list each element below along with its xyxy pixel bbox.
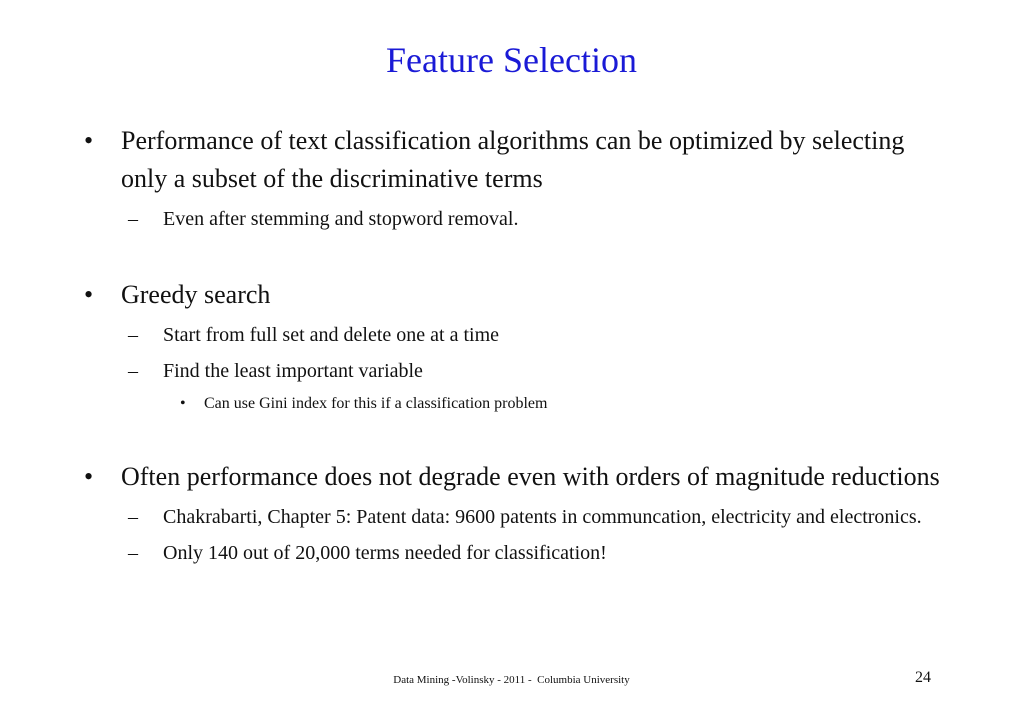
dash-icon: – [128, 324, 138, 346]
section-spacer [84, 234, 954, 276]
section-spacer [84, 416, 954, 458]
bullet-icon: • [84, 462, 94, 491]
dash-icon: – [128, 208, 138, 230]
slide-content [84, 122, 954, 568]
bullet-item [84, 458, 954, 496]
sub-bullet-item [84, 502, 954, 532]
bullet-text: Performance of text classification algorithms can be optimized by selecting only a subset of the discriminative terms [121, 126, 905, 193]
dash-icon: – [128, 506, 138, 528]
sub-bullet-item [84, 320, 954, 350]
sub-sub-bullet-item [84, 392, 954, 416]
sub-bullet-item [84, 204, 954, 234]
bullet-icon: • [84, 126, 94, 155]
sub-bullet-text: Chakrabarti, Chapter 5: Patent data: 9600 patents in communcation, electricity and electronics. [163, 506, 922, 528]
sub-bullet-item [84, 538, 954, 568]
bullet-text: Greedy search [121, 280, 271, 309]
bullet-icon: • [84, 280, 94, 309]
sub-bullet-item [84, 356, 954, 386]
sub-bullet-text: Only 140 out of 20,000 terms needed for classification! [163, 542, 607, 564]
bullet-item [84, 276, 954, 314]
sub-sub-bullet-text: Can use Gini index for this if a classification problem [204, 395, 548, 412]
bullet-icon: • [180, 395, 186, 412]
sub-bullet-text: Find the least important variable [163, 360, 423, 382]
sub-bullet-text: Even after stemming and stopword removal. [163, 208, 519, 230]
sub-bullet-text: Start from full set and delete one at a time [163, 324, 499, 346]
slide-footer: Data Mining -Volinsky - 2011 - Columbia University [393, 674, 630, 686]
page-number: 24 [915, 669, 931, 686]
dash-icon: – [128, 542, 138, 564]
bullet-item [84, 122, 954, 198]
bullet-text: Often performance does not degrade even with orders of magnitude reductions [121, 462, 940, 491]
dash-icon: – [128, 360, 138, 382]
slide-title: Feature Selection [386, 40, 637, 80]
